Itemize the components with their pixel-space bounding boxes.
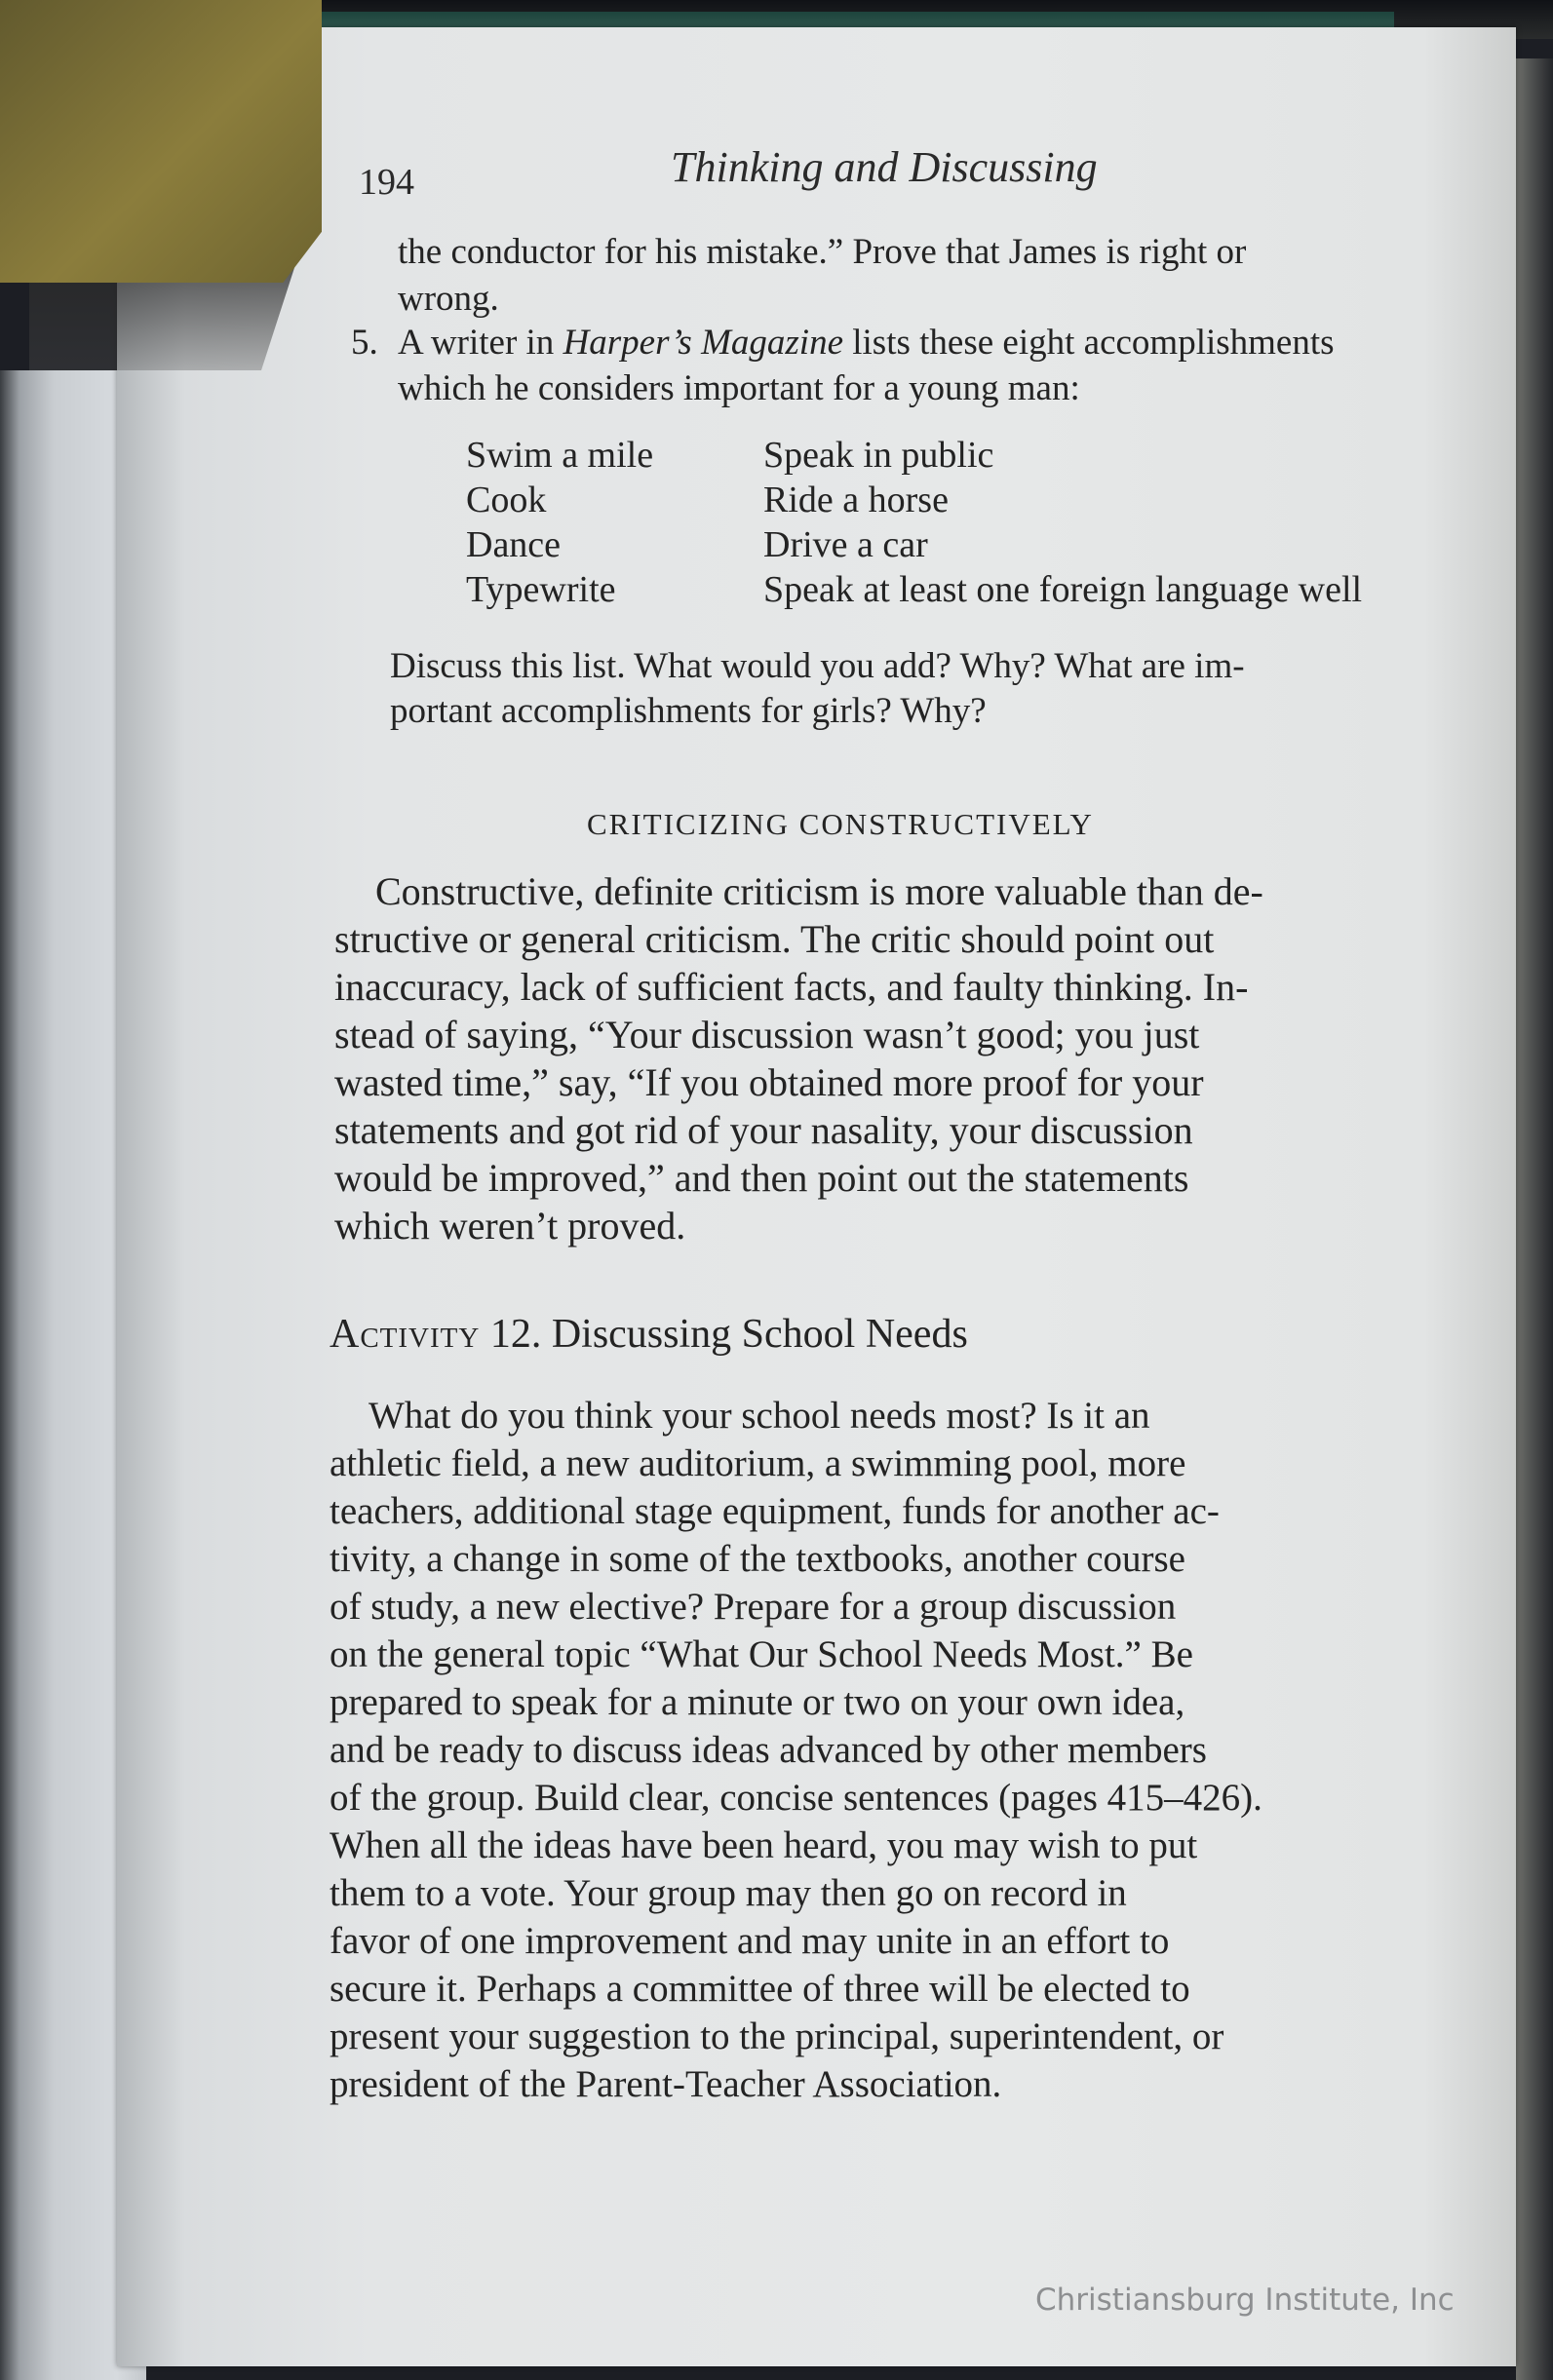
activity-line-7: prepared to speak for a minute or two on your own idea, [330,1681,1185,1723]
section-line-3: inaccuracy, lack of sufficient facts, and faulty thinking. In- [334,965,1249,1009]
item-5-line-1 [398,325,1335,361]
activity-line-10: When all the ideas have been heard, you may wish to put [330,1824,1198,1866]
page-number: 194 [359,162,414,203]
activity-line-5: of study, a new elective? Prepare for a group discussion [330,1586,1177,1628]
section-line-2: structive or general criticism. The critic should point out [334,917,1215,961]
discuss-line-1: Discuss this list. What would you add? Why? What are im- [390,646,1245,686]
activity-title: 12. Discussing School Needs [480,1312,968,1357]
continuation-line-2: wrong. [398,279,499,319]
activity-label: Activity [330,1312,481,1357]
activity-line-13: secure it. Perhaps a committee of three will be elected to [330,1968,1190,2010]
page-clip [0,0,322,283]
activity-line-15: president of the Parent-Teacher Association. [330,2063,1002,2105]
activity-line-14: present your suggestion to the principal, superintendent, or [330,2015,1224,2057]
activity-line-8: and be ready to discuss ideas advanced by other members [330,1729,1207,1771]
list-item: Ride a horse [763,480,949,520]
list-item: Speak in public [763,435,994,476]
activity-line-4: tivity, a change in some of the textbooks, another course [330,1538,1185,1580]
watermark: Christiansburg Institute, Inc [1035,2283,1455,2318]
section-line-4: stead of saying, “Your discussion wasn’t good; you just [334,1013,1200,1056]
activity-line-9: of the group. Build clear, concise sentences (pages 415–426). [330,1777,1262,1819]
section-heading: CRITICIZING CONSTRUCTIVELY [587,807,1094,841]
item-5-line-2: which he considers important for a young man: [398,368,1080,408]
activity-line-2: athletic field, a new auditorium, a swimming pool, more [330,1442,1186,1484]
activity-line-6: on the general topic “What Our School Needs Most.” Be [330,1633,1193,1675]
list-item: Speak at least one foreign language well [763,569,1363,610]
section-line-6: statements and got rid of your nasality, your discussion [334,1108,1193,1152]
discuss-line-2: portant accomplishments for girls? Why? [390,691,987,731]
list-item: Cook [466,480,547,520]
list-item: Dance [466,524,562,565]
item-5-text-before: A writer in [398,323,563,363]
list-item: Swim a mile [466,435,654,476]
activity-line-3: teachers, additional stage equipment, funds for another ac- [330,1490,1220,1532]
page-right-shadow [1516,58,1553,2380]
activity-line-11: them to a vote. Your group may then go on record in [330,1872,1127,1914]
item-5-text-after: lists these eight accomplishments [843,323,1335,363]
running-head: Thinking and Discussing [671,143,1098,191]
list-item: Typewrite [466,569,616,610]
activity-heading [330,1314,968,1355]
activity-line-12: favor of one improvement and may unite in an effort to [330,1920,1170,1962]
section-line-1: Constructive, definite criticism is more valuable than de- [375,869,1263,913]
item-5-number: 5. [351,323,378,363]
section-line-7: would be improved,” and then point out the statements [334,1156,1189,1200]
continuation-line-1: the conductor for his mistake.” Prove that James is right or [398,232,1247,272]
section-line-8: which weren’t proved. [334,1204,686,1248]
magazine-title: Harper’s Magazine [563,323,843,363]
list-item: Drive a car [763,524,928,565]
section-line-5: wasted time,” say, “If you obtained more proof for your [334,1060,1204,1104]
activity-line-1: What do you think your school needs most? Is it an [369,1395,1150,1437]
